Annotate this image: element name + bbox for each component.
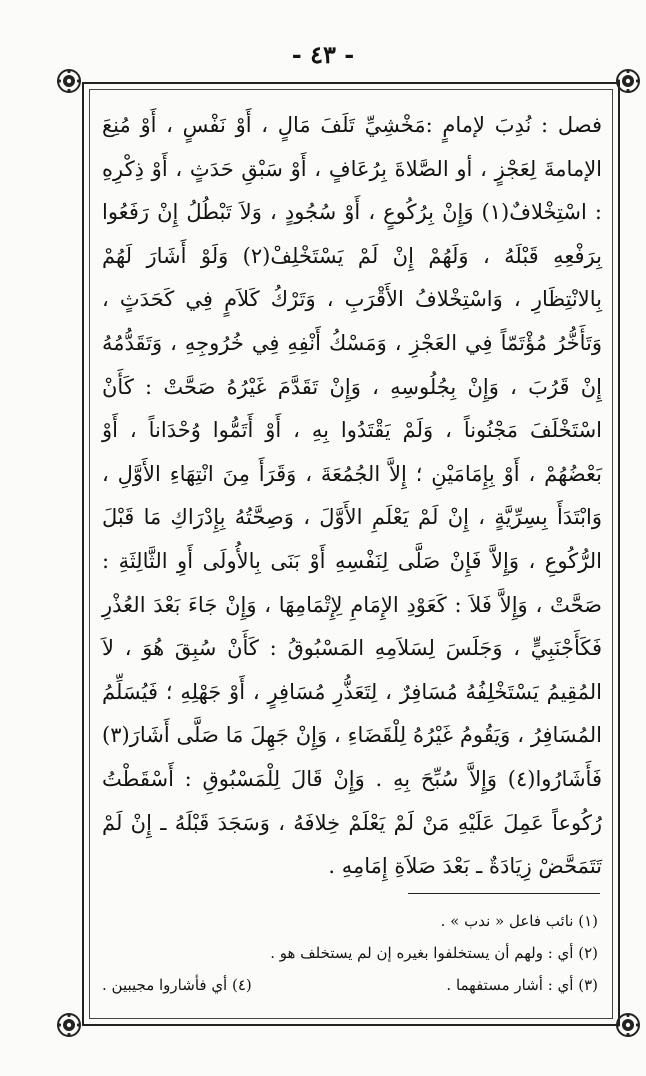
footnote-row-3-4 xyxy=(102,969,598,1001)
body-paragraph: فصل : نُدِبَ لإمامٍ :مَخْشِيِّ تَلَفَ مَالٍ ، أَوْ نَفْسٍ ، أَوْ مُنِعَ الإمامةَ لِعَجْزٍ ، أو الصَّلاةَ بِرُعَافٍ ، أَوْ سَبْقِ حَدَثٍ ، أَوْ ذِكْرِهِ : اسْتِخْلافٌ(١) وَإِنْ بِرُكُوعٍ ، أَوْ سُجُودٍ ، وَلاَ تَبْطُلُ إِنْ رَفَعُوا بِرَفْعِهِ قَبْلَهُ ، وَلَهُمْ إِنْ لَمْ يَسْتَخْلِفْ(٢) وَلَوْ أَشَارَ لَهُمْ بِالانْتِظَارِ ، وَاسْتِخْلافُ الأَقْرَبِ ، وَتَرْكُ كَلاَمٍ فِي كَحَدَثٍ ، وَتَأَخُّرُ مُؤْتَمّاً فِي العَجْزِ ، وَمَسْكُ أَنْفِهِ فِي خُرُوجِهِ ، وَتَقَدُّمُهُ إِنْ قَرُبَ ، وَإِنْ بِجُلُوسِهِ ، وَإِنْ تَقَدَّمَ غَيْرُهُ صَحَّتْ : كَأَنْ اسْتَخْلَفَ مَجْنُوناً ، وَلَمْ يَقْتَدُوا بِهِ ، أَوْ أَتَمُّوا وُحْدَاناً ، أَوْ بَعْضُهُمْ ، أَوْ بِإِمَامَيْنِ ؛ إِلاَّ الجُمُعَةَ ، وَقَرَأَ مِنَ انْتِهَاءِ الأَوَّلِ ، وَابْتَدَأَ بِسِرِّيَّةٍ ، إِنْ لَمْ يَعْلَمِ الأَوَّلَ ، وَصِحَّتُهُ بِإِدْرَاكِ مَا قَبْلَ الرُّكُوعِ ، وَإِلاَّ فَإِنْ صَلَّى لِنَفْسِهِ أَوْ بَنَى بِالأُولَى أَوِ الثَّالِثَةِ : صَحَّتْ ، وَإِلاَّ فَلاَ : كَعَوْدِ الإِمَامِ لِإِتْمَامِهَا ، وَإِنْ جَاءَ بَعْدَ العُذْرِ فَكَأَجْنَبِيٍّ ، وَجَلَسَ لِسَلاَمِهِ المَسْبُوقُ : كَأَنْ سُبِقَ هُوَ ، لاَ المُقِيمُ يَسْتَخْلِفُهُ مُسَافِرٌ ، لِتَعَذُّرِ مُسَافِرٍ ، أَوْ جَهْلِهِ ؛ فَيُسَلِّمُ المُسَافِرُ ، وَيَقُومُ غَيْرُهُ لِلْقَضَاءِ ، وَإِنْ جَهِلَ مَا صَلَّى أَشَارَ(٣) فَأَشَارُوا(٤) وَإِلاَّ سُبِّحَ بِهِ . وَإِنْ قَالَ لِلْمَسْبُوقِ : أَسْقَطْتُ رُكُوعاً عَمِلَ عَلَيْهِ مَنْ لَمْ يَعْلَمْ خِلافَهُ ، وَسَجَدَ قَبْلَهُ ـ إِنْ لَمْ تَتَمَحَّضْ زِيَادَةٌ ـ بَعْدَ صَلاَةِ إِمَامِهِ . xyxy=(102,113,602,879)
footnote-4: (٤) أي فأشاروا مجيبين . xyxy=(102,976,252,994)
footnotes xyxy=(102,905,598,1001)
footnote-3: (٣) أي : أشار مستفهما . xyxy=(446,976,598,994)
floral-rosette-icon xyxy=(56,68,82,94)
footnote-2: (٢) أي : ولهم أن يستخلفوا بغيره إن لم يستخلف هو . xyxy=(270,944,598,962)
floral-rosette-icon xyxy=(615,68,641,94)
main-text xyxy=(102,104,602,889)
footnote-1: (١) نائب فاعل « ندب » . xyxy=(440,912,598,930)
footnote-divider xyxy=(408,893,600,894)
floral-rosette-icon xyxy=(56,1012,82,1038)
page-number: - ٤٣ - xyxy=(291,40,355,69)
floral-rosette-icon xyxy=(615,1012,641,1038)
